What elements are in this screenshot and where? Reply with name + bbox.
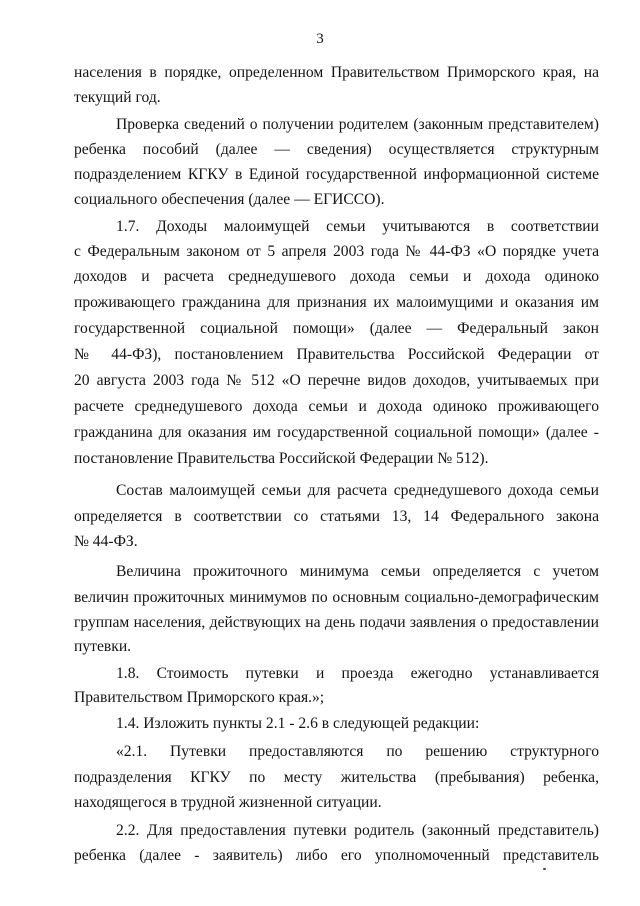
text-line: 1.4. Изложить пункты 2.1 - 2.6 в следующей редакции: bbox=[116, 715, 480, 732]
text-line: 1.7. Доходы малоимущей семьи учитываются в соответствии bbox=[116, 218, 599, 235]
text-line: ребенка пособий (далее — сведения) осуществляется структурным bbox=[74, 141, 599, 158]
text-line: ребенка (далее - заявитель) либо его уполномоченный представитель bbox=[74, 847, 599, 864]
text-line: Проверка сведений о получении родителем (законным представителем) bbox=[116, 116, 599, 133]
text-line: проживающего гражданина для признания их малоимущими и оказания им bbox=[74, 294, 599, 311]
text-line: подразделением КГКУ в Единой государственной информационной системе bbox=[74, 166, 599, 183]
text-line: величин прожиточных минимумов по основным социально-демографическим bbox=[74, 589, 599, 606]
text-line: гражданина для оказания им государственной социальной помощи» (далее - bbox=[74, 424, 599, 441]
text-line: 2.2. Для предоставления путевки родитель (законный представитель) bbox=[116, 822, 599, 839]
text-line: № 44-ФЗ), постановлением Правительства Российской Федерации от bbox=[74, 346, 599, 363]
text-line: расчете среднедушевого дохода семьи и дохода одиноко проживающего bbox=[74, 398, 599, 415]
text-line: социального обеспечения (далее — ЕГИССО). bbox=[74, 191, 385, 208]
text-line: подразделения КГКУ по месту жительства (пребывания) ребенка, bbox=[74, 769, 599, 786]
text-line: с Федеральным законом от 5 апреля 2003 года № 44-ФЗ «О порядке учета bbox=[74, 243, 599, 260]
text-line: 20 августа 2003 года № 512 «О перечне видов доходов, учитываемых при bbox=[74, 372, 599, 389]
text-line: текущий год. bbox=[74, 89, 161, 106]
text-line: Правительством Приморского края.»; bbox=[74, 689, 325, 706]
text-line: населения в порядке, определенном Правительством Приморского края, на bbox=[74, 64, 599, 81]
text-line: Состав малоимущей семьи для расчета среднедушевого дохода семьи bbox=[116, 482, 599, 499]
text-line: № 44-ФЗ. bbox=[74, 533, 138, 550]
text-line: 1.8. Стоимость путевки и проезда ежегодно устанавливается bbox=[116, 665, 599, 682]
text-line: «2.1. Путевки предоставляются по решению структурного bbox=[116, 743, 599, 760]
text-line: находящегося в трудной жизненной ситуации. bbox=[74, 794, 382, 811]
page-number: 3 bbox=[316, 31, 324, 47]
scan-speck bbox=[543, 868, 546, 870]
text-line: государственной социальной помощи» (далее — Федеральный закон bbox=[74, 320, 599, 337]
text-line: группам населения, действующих на день подачи заявления о предоставлении bbox=[74, 614, 599, 631]
text-line: доходов и расчета среднедушевого дохода семьи и дохода одиноко bbox=[74, 268, 599, 285]
text-line: определяется в соответствии со статьями 13, 14 Федерального закона bbox=[74, 508, 599, 525]
text-line: постановление Правительства Российской Федерации № 512). bbox=[74, 450, 489, 467]
text-line: Величина прожиточного минимума семьи определяется с учетом bbox=[116, 563, 599, 580]
text-line: путевки. bbox=[74, 638, 132, 655]
